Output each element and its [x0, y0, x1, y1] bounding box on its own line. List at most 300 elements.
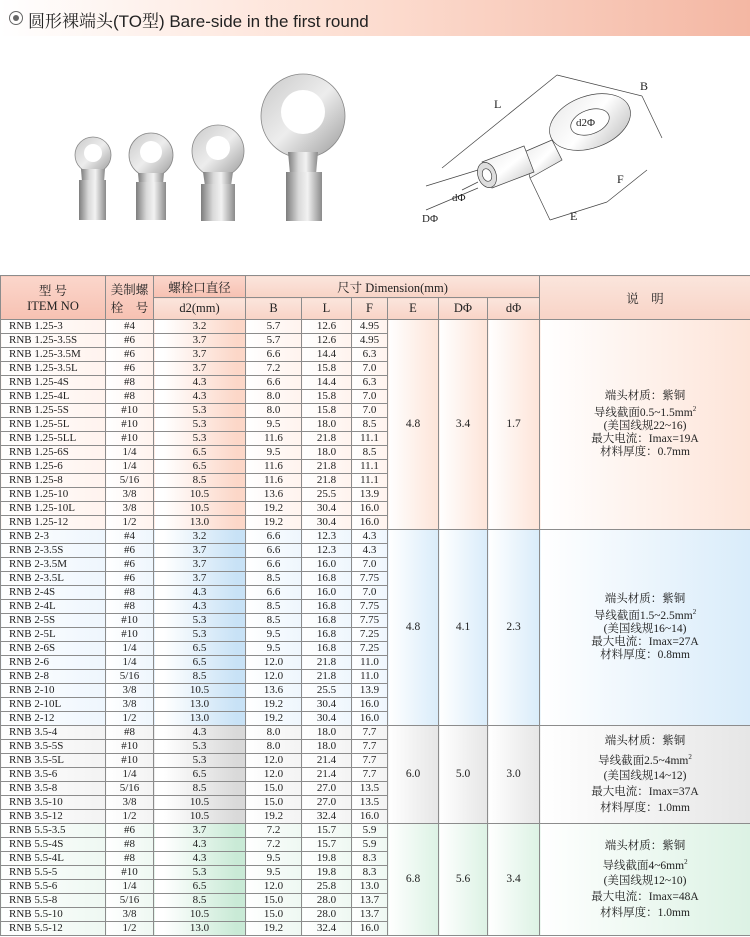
stud-dia: 10.5: [154, 488, 246, 502]
stud-dia: 3.7: [154, 558, 246, 572]
stud-dia: 5.3: [154, 866, 246, 880]
item-no: RNB 1.25-6: [1, 460, 106, 474]
item-no: RNB 2-3: [1, 530, 106, 544]
us-stud: 5/16: [106, 670, 154, 684]
us-stud: 1/4: [106, 642, 154, 656]
dim-F: 16.0: [352, 712, 388, 726]
stud-dia: 8.5: [154, 474, 246, 488]
dim-B: 9.5: [246, 446, 302, 460]
dim-E: 6.8: [388, 824, 439, 936]
dim-B: 11.6: [246, 432, 302, 446]
dim-L: 12.3: [302, 544, 352, 558]
us-stud: #10: [106, 404, 154, 418]
item-no: RNB 3.5-4: [1, 726, 106, 740]
remark-line: 导线截面2.5~4mm: [598, 754, 689, 767]
stud-dia: 3.7: [154, 824, 246, 838]
dim-B: 9.5: [246, 642, 302, 656]
dim-F: 8.5: [352, 446, 388, 460]
remark-line: (美国线规14~12): [603, 770, 687, 783]
stud-dia: 10.5: [154, 684, 246, 698]
stud-dia: 8.5: [154, 894, 246, 908]
stud-dia: 8.5: [154, 670, 246, 684]
item-no: RNB 2-10: [1, 684, 106, 698]
remark-line: 最大电流：Imax=48A: [591, 891, 699, 904]
dim-B: 9.5: [246, 418, 302, 432]
item-no: RNB 5.5-3.5: [1, 824, 106, 838]
header-dimension: 尺寸 Dimension(mm): [246, 276, 540, 298]
stud-dia: 4.3: [154, 376, 246, 390]
stud-dia: 4.3: [154, 586, 246, 600]
remark-line: 端头材质：紫铜: [604, 839, 686, 852]
dim-B: 19.2: [246, 698, 302, 712]
us-stud: #10: [106, 614, 154, 628]
remark-line: 端头材质：紫铜: [604, 593, 686, 606]
dim-F: 11.1: [352, 432, 388, 446]
dim-F: 7.0: [352, 390, 388, 404]
header-stud-dia: 螺栓口直径: [154, 276, 246, 298]
dim-L: 16.8: [302, 628, 352, 642]
stud-dia: 8.5: [154, 782, 246, 796]
dim-B: 6.6: [246, 586, 302, 600]
dim-F: 8.3: [352, 852, 388, 866]
dim-F: 7.25: [352, 628, 388, 642]
dim-dphi: 2.3: [488, 530, 540, 726]
dim-F: 11.0: [352, 670, 388, 684]
item-no: RNB 1.25-6S: [1, 446, 106, 460]
dim-F: 7.0: [352, 362, 388, 376]
stud-dia: 4.3: [154, 726, 246, 740]
dim-B: 8.5: [246, 600, 302, 614]
stud-dia: 3.2: [154, 530, 246, 544]
stud-dia: 3.7: [154, 334, 246, 348]
us-stud: #4: [106, 320, 154, 334]
dim-B: 6.6: [246, 558, 302, 572]
item-no: RNB 5.5-8: [1, 894, 106, 908]
dim-Dphi: 4.1: [439, 530, 488, 726]
dim-dphi: 3.0: [488, 726, 540, 824]
item-no: RNB 5.5-5: [1, 866, 106, 880]
dim-F: 13.9: [352, 684, 388, 698]
us-stud: #6: [106, 544, 154, 558]
remark-line: (美国线规16~14): [603, 622, 687, 635]
item-no: RNB 5.5-12: [1, 922, 106, 936]
us-stud: 1/2: [106, 810, 154, 824]
dim-L: 30.4: [302, 698, 352, 712]
dim-F: 16.0: [352, 502, 388, 516]
remark-line: 材料厚度：0.8mm: [600, 648, 690, 661]
dim-B: 9.5: [246, 628, 302, 642]
item-no: RNB 2-4L: [1, 600, 106, 614]
table-row: [1, 320, 750, 334]
stud-dia: 4.3: [154, 390, 246, 404]
us-stud: 1/4: [106, 446, 154, 460]
item-no: RNB 2-8: [1, 670, 106, 684]
dim-L: 15.8: [302, 404, 352, 418]
us-stud: #10: [106, 418, 154, 432]
dim-L: 28.0: [302, 908, 352, 922]
dim-E: 4.8: [388, 530, 439, 726]
dim-L: 30.4: [302, 712, 352, 726]
stud-dia: 5.3: [154, 432, 246, 446]
dim-F: 7.25: [352, 642, 388, 656]
stud-dia: 5.3: [154, 628, 246, 642]
dim-L: 21.4: [302, 754, 352, 768]
us-stud: 1/2: [106, 516, 154, 530]
dim-B: 15.0: [246, 782, 302, 796]
dim-B: 12.0: [246, 768, 302, 782]
dim-L: 18.0: [302, 740, 352, 754]
us-stud: #8: [106, 600, 154, 614]
dim-F: 4.95: [352, 334, 388, 348]
stud-dia: 6.5: [154, 656, 246, 670]
dim-F: 8.3: [352, 866, 388, 880]
item-no: RNB 1.25-3.5M: [1, 348, 106, 362]
us-stud: 3/8: [106, 502, 154, 516]
dim-B: 19.2: [246, 712, 302, 726]
remark-cell: [540, 530, 750, 726]
stud-dia: 3.7: [154, 572, 246, 586]
us-stud: #8: [106, 390, 154, 404]
dim-L: 18.0: [302, 446, 352, 460]
us-stud: #6: [106, 348, 154, 362]
item-no: RNB 5.5-4S: [1, 838, 106, 852]
item-no: RNB 1.25-3: [1, 320, 106, 334]
us-stud: #10: [106, 628, 154, 642]
dim-B: 5.7: [246, 334, 302, 348]
remark-line: (美国线规12~10): [603, 875, 687, 888]
dim-F: 4.3: [352, 530, 388, 544]
item-no: RNB 5.5-6: [1, 880, 106, 894]
remark-line: 材料厚度：0.7mm: [600, 445, 690, 458]
dim-F: 7.75: [352, 572, 388, 586]
dim-F: 13.7: [352, 894, 388, 908]
item-no: RNB 1.25-4L: [1, 390, 106, 404]
dim-B: 12.0: [246, 880, 302, 894]
spec-table-body: [1, 320, 750, 936]
dim-L: 15.8: [302, 390, 352, 404]
remark-line: 导线截面1.5~2.5mm: [593, 609, 693, 622]
item-no: RNB 2-5S: [1, 614, 106, 628]
dim-L: 21.8: [302, 656, 352, 670]
dim-L: 16.0: [302, 586, 352, 600]
us-stud: #10: [106, 866, 154, 880]
header-us-stud: 美制螺 栓 号: [106, 276, 154, 320]
item-no: RNB 2-12: [1, 712, 106, 726]
dim-F: 13.9: [352, 488, 388, 502]
us-stud: #8: [106, 586, 154, 600]
item-no: RNB 5.5-4L: [1, 852, 106, 866]
stud-dia: 13.0: [154, 922, 246, 936]
item-no: RNB 3.5-5L: [1, 754, 106, 768]
dim-L: 16.8: [302, 572, 352, 586]
dim-L: 14.4: [302, 376, 352, 390]
item-no: RNB 2-4S: [1, 586, 106, 600]
dim-F: 7.0: [352, 404, 388, 418]
dim-B: 12.0: [246, 670, 302, 684]
superscript: 2: [692, 608, 697, 617]
item-no: RNB 1.25-10: [1, 488, 106, 502]
dim-B: 19.2: [246, 502, 302, 516]
dim-L: 16.8: [302, 614, 352, 628]
us-stud: #4: [106, 530, 154, 544]
item-no: RNB 3.5-12: [1, 810, 106, 824]
dim-F: 11.1: [352, 474, 388, 488]
item-no: RNB 1.25-8: [1, 474, 106, 488]
stud-dia: 10.5: [154, 796, 246, 810]
header-L: L: [302, 298, 352, 320]
us-stud: #6: [106, 572, 154, 586]
stud-dia: 10.5: [154, 810, 246, 824]
header-d: dΦ: [488, 298, 540, 320]
dim-B: 19.2: [246, 922, 302, 936]
item-no: RNB 1.25-5L: [1, 418, 106, 432]
stud-dia: 3.7: [154, 544, 246, 558]
item-no: RNB 2-3.5L: [1, 572, 106, 586]
us-stud: 1/4: [106, 768, 154, 782]
table-row: [1, 726, 750, 740]
item-no: RNB 1.25-12: [1, 516, 106, 530]
dim-L: 16.0: [302, 558, 352, 572]
drawing-label-dphi: dΦ: [452, 192, 466, 204]
dim-F: 6.3: [352, 348, 388, 362]
us-stud: 3/8: [106, 684, 154, 698]
item-no: RNB 2-5L: [1, 628, 106, 642]
stud-dia: 6.5: [154, 642, 246, 656]
dim-L: 27.0: [302, 796, 352, 810]
drawing-label-L: L: [494, 97, 502, 111]
dim-F: 16.0: [352, 810, 388, 824]
drawing-label-d2: d2Φ: [576, 117, 596, 129]
table-row: [1, 530, 750, 544]
stud-dia: 5.3: [154, 754, 246, 768]
terminal-xlarge: [261, 74, 345, 221]
dim-F: 13.5: [352, 796, 388, 810]
dim-L: 18.0: [302, 726, 352, 740]
dim-L: 16.8: [302, 642, 352, 656]
dim-F: 13.7: [352, 908, 388, 922]
dim-F: 11.0: [352, 656, 388, 670]
dim-L: 12.6: [302, 320, 352, 334]
terminal-medium: [129, 133, 173, 220]
dim-F: 16.0: [352, 516, 388, 530]
superscript: 2: [692, 405, 697, 414]
superscript: 2: [684, 857, 688, 866]
header-B: B: [246, 298, 302, 320]
item-no: RNB 3.5-10: [1, 796, 106, 810]
dim-L: 30.4: [302, 516, 352, 530]
table-row: [1, 824, 750, 838]
dim-F: 6.3: [352, 376, 388, 390]
dim-L: 19.8: [302, 866, 352, 880]
dim-F: 5.9: [352, 824, 388, 838]
dim-L: 14.4: [302, 348, 352, 362]
dim-B: 7.2: [246, 838, 302, 852]
stud-dia: 5.3: [154, 740, 246, 754]
stud-dia: 13.0: [154, 516, 246, 530]
stud-dia: 3.7: [154, 362, 246, 376]
header-remark: 说 明: [540, 276, 750, 320]
dim-F: 4.95: [352, 320, 388, 334]
item-no: RNB 1.25-3.5L: [1, 362, 106, 376]
dim-F: 7.0: [352, 586, 388, 600]
dim-L: 21.8: [302, 474, 352, 488]
stud-dia: 5.3: [154, 418, 246, 432]
dim-B: 8.5: [246, 572, 302, 586]
dim-dphi: 3.4: [488, 824, 540, 936]
dim-B: 6.6: [246, 544, 302, 558]
us-stud: #10: [106, 740, 154, 754]
dim-E: 4.8: [388, 320, 439, 530]
dim-F: 5.9: [352, 838, 388, 852]
dim-L: 27.0: [302, 782, 352, 796]
item-no: RNB 2-10L: [1, 698, 106, 712]
dim-B: 15.0: [246, 894, 302, 908]
item-no: RNB 1.25-10L: [1, 502, 106, 516]
dim-L: 21.4: [302, 768, 352, 782]
stud-dia: 6.5: [154, 880, 246, 894]
dim-B: 11.6: [246, 474, 302, 488]
spec-table: [0, 275, 750, 936]
us-stud: 3/8: [106, 796, 154, 810]
dim-L: 25.5: [302, 488, 352, 502]
stud-dia: 3.7: [154, 348, 246, 362]
dim-B: 5.7: [246, 320, 302, 334]
dim-L: 15.7: [302, 838, 352, 852]
us-stud: 3/8: [106, 908, 154, 922]
us-stud: #6: [106, 362, 154, 376]
drawing-label-B: B: [640, 79, 649, 93]
dim-L: 12.6: [302, 334, 352, 348]
us-stud: 1/4: [106, 460, 154, 474]
dim-L: 18.0: [302, 418, 352, 432]
header-D: DΦ: [439, 298, 488, 320]
drawing-label-E: E: [570, 209, 578, 223]
superscript: 2: [688, 752, 692, 761]
remark-cell: [540, 824, 750, 936]
stud-dia: 4.3: [154, 852, 246, 866]
dim-B: 15.0: [246, 908, 302, 922]
dim-F: 7.75: [352, 614, 388, 628]
dim-B: 9.5: [246, 852, 302, 866]
dim-F: 13.0: [352, 880, 388, 894]
dim-F: 7.7: [352, 726, 388, 740]
dim-L: 32.4: [302, 810, 352, 824]
dim-dphi: 1.7: [488, 320, 540, 530]
item-no: RNB 2-3.5S: [1, 544, 106, 558]
stud-dia: 4.3: [154, 838, 246, 852]
remark-line: 材料厚度：1.0mm: [600, 802, 690, 815]
remark-line: 材料厚度：1.0mm: [600, 907, 690, 920]
dim-B: 13.6: [246, 684, 302, 698]
remark-cell: [540, 726, 750, 824]
dim-F: 7.7: [352, 754, 388, 768]
us-stud: 1/2: [106, 922, 154, 936]
dim-F: 13.5: [352, 782, 388, 796]
terminal-large: [192, 125, 244, 221]
us-stud: #8: [106, 376, 154, 390]
dim-B: 7.2: [246, 824, 302, 838]
us-stud: 1/4: [106, 880, 154, 894]
header-model: 型 号 ITEM NO: [1, 276, 106, 320]
item-no: RNB 5.5-10: [1, 908, 106, 922]
remark-line: 导线截面4~6mm: [602, 859, 685, 872]
item-no: RNB 3.5-5S: [1, 740, 106, 754]
item-no: RNB 2-6: [1, 656, 106, 670]
bullet-circle-icon: [9, 11, 23, 25]
dim-B: 8.0: [246, 740, 302, 754]
dim-B: 6.6: [246, 530, 302, 544]
dimension-drawing: [412, 60, 682, 235]
dim-B: 8.0: [246, 726, 302, 740]
remark-line: (美国线规22~16): [603, 419, 687, 432]
header-E: E: [388, 298, 439, 320]
page-title: 圆形裸端头(TO型) Bare-side in the first round: [28, 12, 369, 31]
stud-dia: 5.3: [154, 614, 246, 628]
us-stud: #6: [106, 558, 154, 572]
item-no: RNB 2-3.5M: [1, 558, 106, 572]
item-no: RNB 3.5-8: [1, 782, 106, 796]
dim-L: 19.8: [302, 852, 352, 866]
dim-L: 25.8: [302, 880, 352, 894]
us-stud: #10: [106, 754, 154, 768]
dim-Dphi: 5.0: [439, 726, 488, 824]
us-stud: 5/16: [106, 474, 154, 488]
remark-line: 导线截面0.5~1.5mm: [593, 406, 693, 419]
dim-F: 7.0: [352, 558, 388, 572]
stud-dia: 6.5: [154, 460, 246, 474]
us-stud: 1/4: [106, 656, 154, 670]
dim-Dphi: 3.4: [439, 320, 488, 530]
stud-dia: 6.5: [154, 768, 246, 782]
item-no: RNB 1.25-3.5S: [1, 334, 106, 348]
header-F: F: [352, 298, 388, 320]
dim-B: 12.0: [246, 754, 302, 768]
us-stud: 1/2: [106, 712, 154, 726]
stud-dia: 3.2: [154, 320, 246, 334]
dim-F: 8.5: [352, 418, 388, 432]
dim-L: 21.8: [302, 432, 352, 446]
title-bar: [0, 0, 750, 36]
us-stud: 3/8: [106, 698, 154, 712]
dim-F: 7.7: [352, 740, 388, 754]
dim-B: 6.6: [246, 376, 302, 390]
item-no: RNB 2-6S: [1, 642, 106, 656]
dim-F: 16.0: [352, 922, 388, 936]
dim-B: 13.6: [246, 488, 302, 502]
us-stud: 3/8: [106, 488, 154, 502]
dim-L: 25.5: [302, 684, 352, 698]
us-stud: 5/16: [106, 894, 154, 908]
stud-dia: 13.0: [154, 698, 246, 712]
us-stud: #8: [106, 726, 154, 740]
us-stud: #8: [106, 852, 154, 866]
dim-F: 16.0: [352, 698, 388, 712]
stud-dia: 13.0: [154, 712, 246, 726]
remark-line: 最大电流：Imax=19A: [591, 432, 699, 445]
dim-L: 15.7: [302, 824, 352, 838]
dim-F: 11.1: [352, 460, 388, 474]
dim-B: 7.2: [246, 362, 302, 376]
dim-E: 6.0: [388, 726, 439, 824]
dim-Dphi: 5.6: [439, 824, 488, 936]
us-stud: #8: [106, 838, 154, 852]
dim-L: 16.8: [302, 600, 352, 614]
stud-dia: 5.3: [154, 404, 246, 418]
dim-L: 15.8: [302, 362, 352, 376]
header-d2mm: d2(mm): [154, 298, 246, 320]
stud-dia: 10.5: [154, 908, 246, 922]
dim-L: 12.3: [302, 530, 352, 544]
